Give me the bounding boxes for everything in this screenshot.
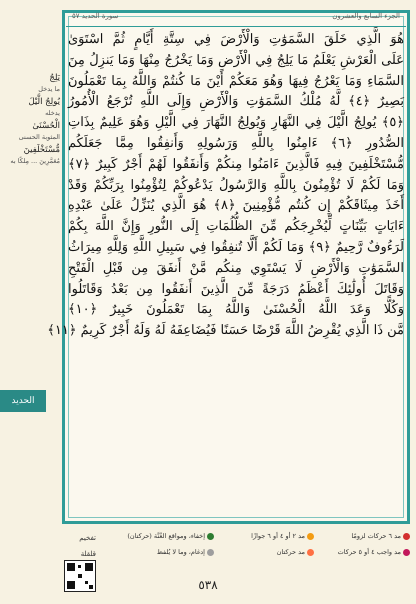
legend-dot <box>307 549 314 556</box>
verse-line: هُوَ الَّذِي خَلَقَ السَّمَوَٰتِ وَالْأَرْضَ فِي سِتَّةِ أَيَّامٍ ثُمَّ اسْتَوَىٰ <box>68 32 404 47</box>
legend-label: مد حركتان <box>276 548 305 556</box>
verse-line: لَرَءُوفٌ رَّحِيمٌ ﴿٩﴾ وَمَا لَكُمْ أَلَّا تُنفِقُوا فِي سَبِيلِ اللَّهِ وَلِلَّهِ مِيرَاثُ <box>68 239 405 255</box>
legend-item <box>157 548 214 556</box>
legend-label: إدغام، وما لا يُلفظ <box>156 548 205 556</box>
verse-line: السَّمَوَٰتِ وَالْأَرْضِ لَا يَسْتَوِي مِنكُم مَّنْ أَنفَقَ مِن قَبْلِ الْفَتْحِ <box>68 260 404 276</box>
verse-line: ﴿٥﴾ يُولِجُ الَّيْلَ فِي النَّهَارِ وَيُولِجُ النَّهَارَ فِي الَّيْلِ وَهُوَ عَلِيمٌ بِذَاتِ <box>68 115 404 131</box>
legend-label: مد واجب ٤ أو ٥ حركات <box>337 548 401 556</box>
legend-item <box>277 548 314 556</box>
header-surah-name: سورة الحديد ٥٧ <box>72 12 119 20</box>
verse-line: أَخَذَ مِيثَاقَكُمْ إِن كُنتُم مُّؤْمِنِينَ ﴿٨﴾ هُوَ الَّذِي يُنَزِّلُ عَلَىٰ عَبْدِهِ <box>68 198 405 214</box>
margin-notes <box>2 72 60 168</box>
legend-dot <box>403 533 410 540</box>
legend-label: إخفاء، ومواقع الغُنَّة (حركتان) <box>127 532 205 540</box>
verse-line: الصُّدُورِ ﴿٦﴾ ءَامِنُوا بِاللَّهِ وَرَسُولِهِ وَأَنفِقُوا مِمَّا جَعَلَكُم <box>68 135 404 151</box>
verse-line: بَصِيرٌ ﴿٤﴾ لَّهُ مُلْكُ السَّمَوَٰتِ وَالْأَرْضِ وَإِلَى اللَّهِ تُرْجَعُ الْأُمُورُ <box>68 94 404 110</box>
margin-note-term: مُّسْتَخْلَفِينَ <box>23 145 60 155</box>
verse-line: مَّن ذَا الَّذِي يُقْرِضُ اللَّهَ قَرْضًا حَسَنًا فَيُضَاعِفَهُ لَهُ وَلَهُ أَجْرٌ كَرِيمٌ ﴿١١﴾ <box>47 323 404 339</box>
margin-note-explanation: المثوبة الحسنى <box>18 133 60 141</box>
verse-line: وَكُلًّا وَعَدَ اللَّهُ الْحُسْنَىٰ وَاللَّهُ بِمَا تَعْمَلُونَ خَبِيرٌ ﴿١٠﴾ <box>68 302 404 318</box>
tajweed-legend <box>100 530 410 568</box>
legend-item <box>127 532 214 540</box>
legend-dot <box>403 549 410 556</box>
verse-line: ءَايَاتٍ بَيِّنَاتٍ لِّيُخْرِجَكُم مِّنَ الظُّلُمَاتِ إِلَى النُّورِ وَإِنَّ اللَّهَ بِكُمْ <box>68 219 404 235</box>
legend-label: مد ٦ حركات لزومًا <box>351 532 401 540</box>
verse-line: مُّسْتَخْلَفِينَ فِيهِ فَالَّذِينَ ءَامَنُوا مِنكُمْ وَأَنفَقُوا لَهُمْ أَجْرٌ كَبِيرٌ ﴿٧﴾ <box>68 156 404 172</box>
legend-extra <box>58 530 96 562</box>
legend-tafkhim: تفخيم <box>79 534 96 542</box>
legend-label: مد ٢ أو ٤ أو ٦ جوازًا <box>251 532 305 540</box>
margin-note-explanation: ما يدخل <box>38 85 60 93</box>
legend-dot <box>207 533 214 540</box>
verse-line: وَمَا لَكُمْ لَا تُؤْمِنُونَ بِاللَّهِ وَالرَّسُولُ يَدْعُوكُمْ لِتُؤْمِنُوا بِرَبِّكُمْ وَقَدْ <box>68 177 404 193</box>
legend-item <box>338 548 410 556</box>
margin-note-term: يُولِجُ الَّيْلَ <box>28 97 60 107</box>
page-header <box>66 12 406 27</box>
margin-note-explanation: يدخله <box>45 109 60 117</box>
legend-dot <box>307 533 314 540</box>
legend-qalqala: قلقلة <box>80 550 96 558</box>
verse-line: عَلَى الْعَرْشِ يَعْلَمُ مَا يَلِجُ فِي الْأَرْضِ وَمَا يَخْرُجُ مِنْهَا وَمَا يَنزِلُ مِنَ <box>68 52 404 68</box>
margin-note-term: يَلِجُ <box>49 73 60 83</box>
verse-line: السَّمَاءِ وَمَا يَعْرُجُ فِيهَا وَهُوَ مَعَكُمْ أَيْنَ مَا كُنتُمْ وَاللَّهُ بِمَا تَعْمَلُونَ <box>68 73 404 89</box>
qr-code[interactable] <box>64 560 96 592</box>
legend-dot <box>207 549 214 556</box>
verse-line: وَقَاتَلَ أُولَٰئِكَ أَعْظَمُ دَرَجَةً مِّنَ الَّذِينَ أَنفَقُوا مِن بَعْدُ وَقَاتَلُوا <box>68 281 404 297</box>
surah-tab[interactable]: الحديد <box>0 390 46 412</box>
legend-item <box>251 532 314 540</box>
margin-note-term: الْحُسْنَىٰ <box>32 121 60 131</box>
legend-item <box>351 532 410 540</box>
margin-note-explanation: مُعَمَّرِينَ ... مِلكًا به <box>10 157 60 165</box>
page-number: ٥٣٨ <box>198 578 218 592</box>
header-juz-name: الجزء السابع والعشرون <box>332 12 400 20</box>
